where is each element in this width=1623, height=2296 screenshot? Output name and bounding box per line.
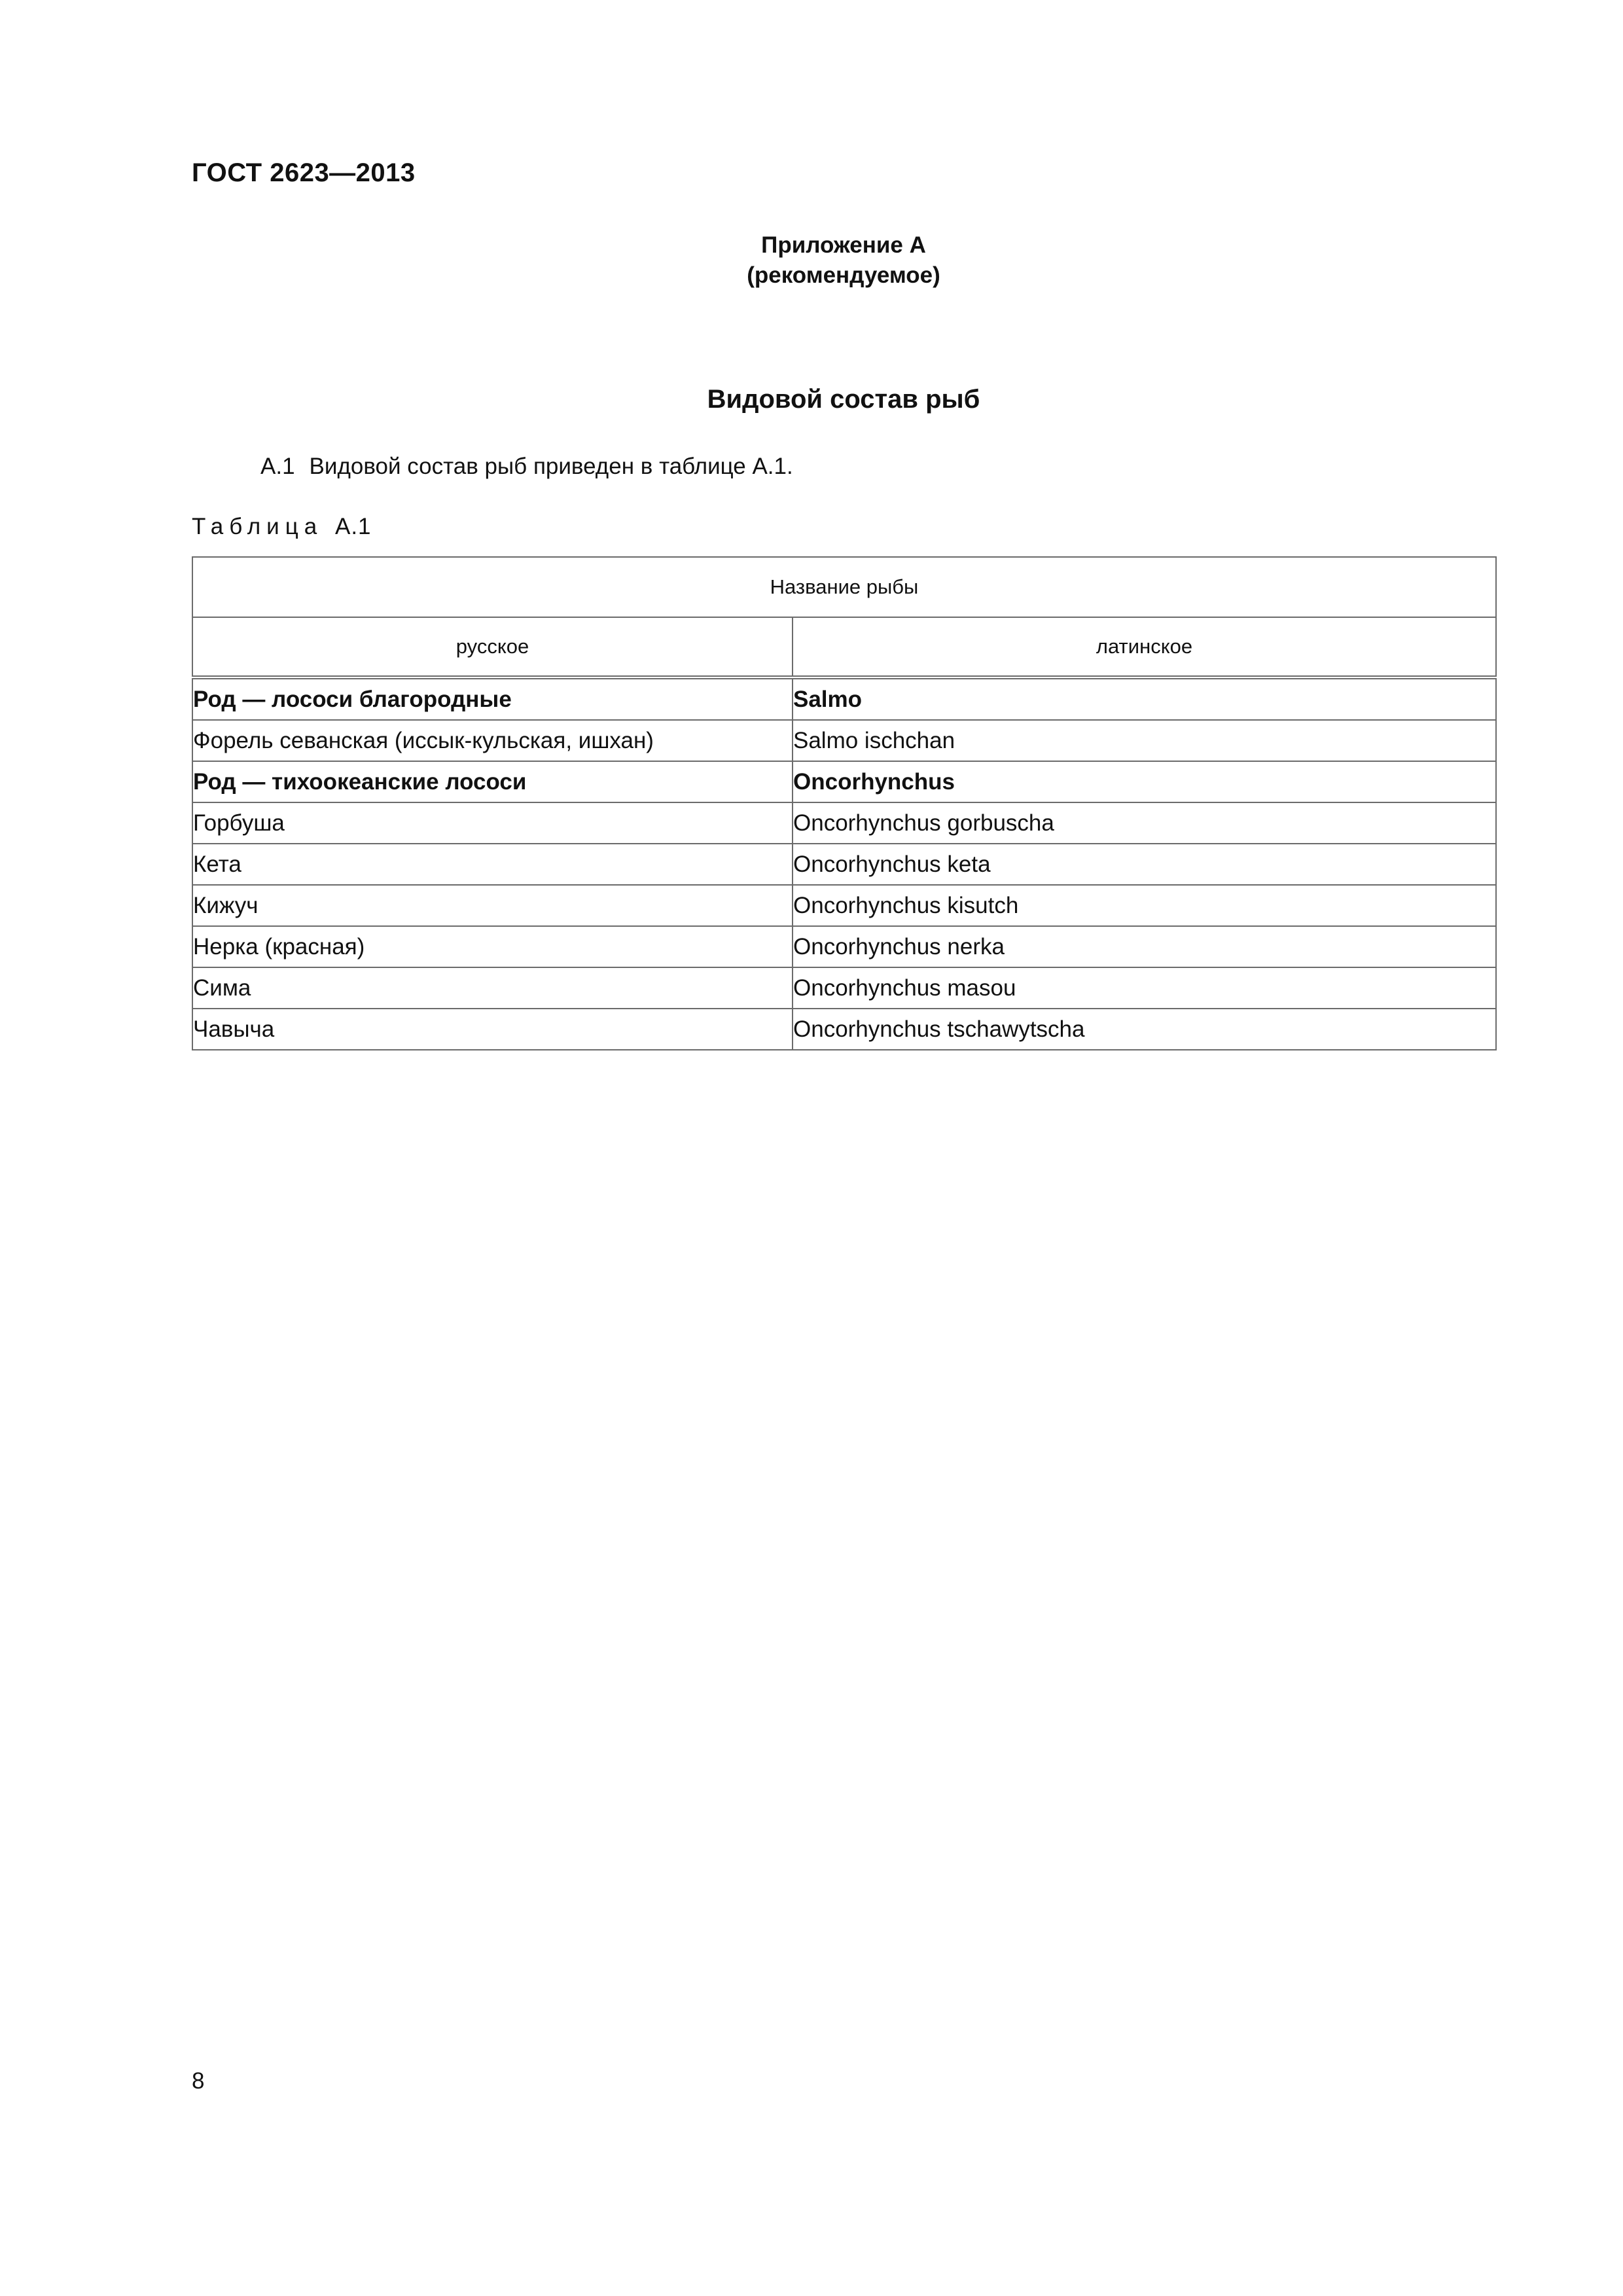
table-caption bbox=[192, 514, 372, 540]
table-row bbox=[192, 720, 1496, 761]
table-row-genus bbox=[192, 677, 1496, 720]
cell-russian-name: Род — тихоокеанские лососи bbox=[192, 761, 793, 802]
column-header-latin: латинское bbox=[793, 617, 1496, 677]
column-header-russian: русское bbox=[192, 617, 793, 677]
cell-russian-name: Горбуша bbox=[192, 802, 793, 844]
table-row bbox=[192, 844, 1496, 885]
cell-latin-name: Salmo ischchan bbox=[793, 720, 1496, 761]
table-row bbox=[192, 885, 1496, 926]
table-row-genus bbox=[192, 761, 1496, 802]
paragraph-number: А.1 bbox=[260, 454, 295, 479]
appendix-heading bbox=[0, 230, 1623, 291]
cell-russian-name: Род — лососи благородные bbox=[192, 677, 793, 720]
page-number: 8 bbox=[192, 2068, 205, 2094]
document-code: ГОСТ 2623—2013 bbox=[192, 158, 416, 187]
cell-latin-name: Oncorhynchus keta bbox=[793, 844, 1496, 885]
cell-latin-name: Salmo bbox=[793, 677, 1496, 720]
paragraph-a1 bbox=[260, 454, 793, 480]
cell-latin-name: Oncorhynchus masou bbox=[793, 967, 1496, 1009]
cell-russian-name: Кета bbox=[192, 844, 793, 885]
cell-russian-name: Чавыча bbox=[192, 1009, 793, 1050]
cell-russian-name: Нерка (красная) bbox=[192, 926, 793, 967]
table-body bbox=[192, 677, 1496, 1050]
section-title: Видовой состав рыб bbox=[707, 385, 980, 414]
table-caption-label: Таблица bbox=[192, 514, 323, 539]
cell-latin-name: Oncorhynchus kisutch bbox=[793, 885, 1496, 926]
cell-russian-name: Форель севанская (иссык-кульская, ишхан) bbox=[192, 720, 793, 761]
table-row bbox=[192, 967, 1496, 1009]
table-header-fish-name: Название рыбы bbox=[192, 557, 1496, 617]
fish-species-table bbox=[192, 556, 1497, 1050]
cell-latin-name: Oncorhynchus bbox=[793, 761, 1496, 802]
table-row bbox=[192, 802, 1496, 844]
cell-latin-name: Oncorhynchus gorbuscha bbox=[793, 802, 1496, 844]
table-row bbox=[192, 1009, 1496, 1050]
table-caption-number: А.1 bbox=[334, 514, 372, 539]
table-row bbox=[192, 926, 1496, 967]
appendix-title: Приложение А bbox=[761, 232, 926, 258]
cell-russian-name: Сима bbox=[192, 967, 793, 1009]
paragraph-text: Видовой состав рыб приведен в таблице А.1. bbox=[309, 454, 793, 479]
cell-latin-name: Oncorhynchus nerka bbox=[793, 926, 1496, 967]
appendix-subtitle: (рекомендуемое) bbox=[747, 262, 940, 288]
cell-latin-name: Oncorhynchus tschawytscha bbox=[793, 1009, 1496, 1050]
cell-russian-name: Кижуч bbox=[192, 885, 793, 926]
